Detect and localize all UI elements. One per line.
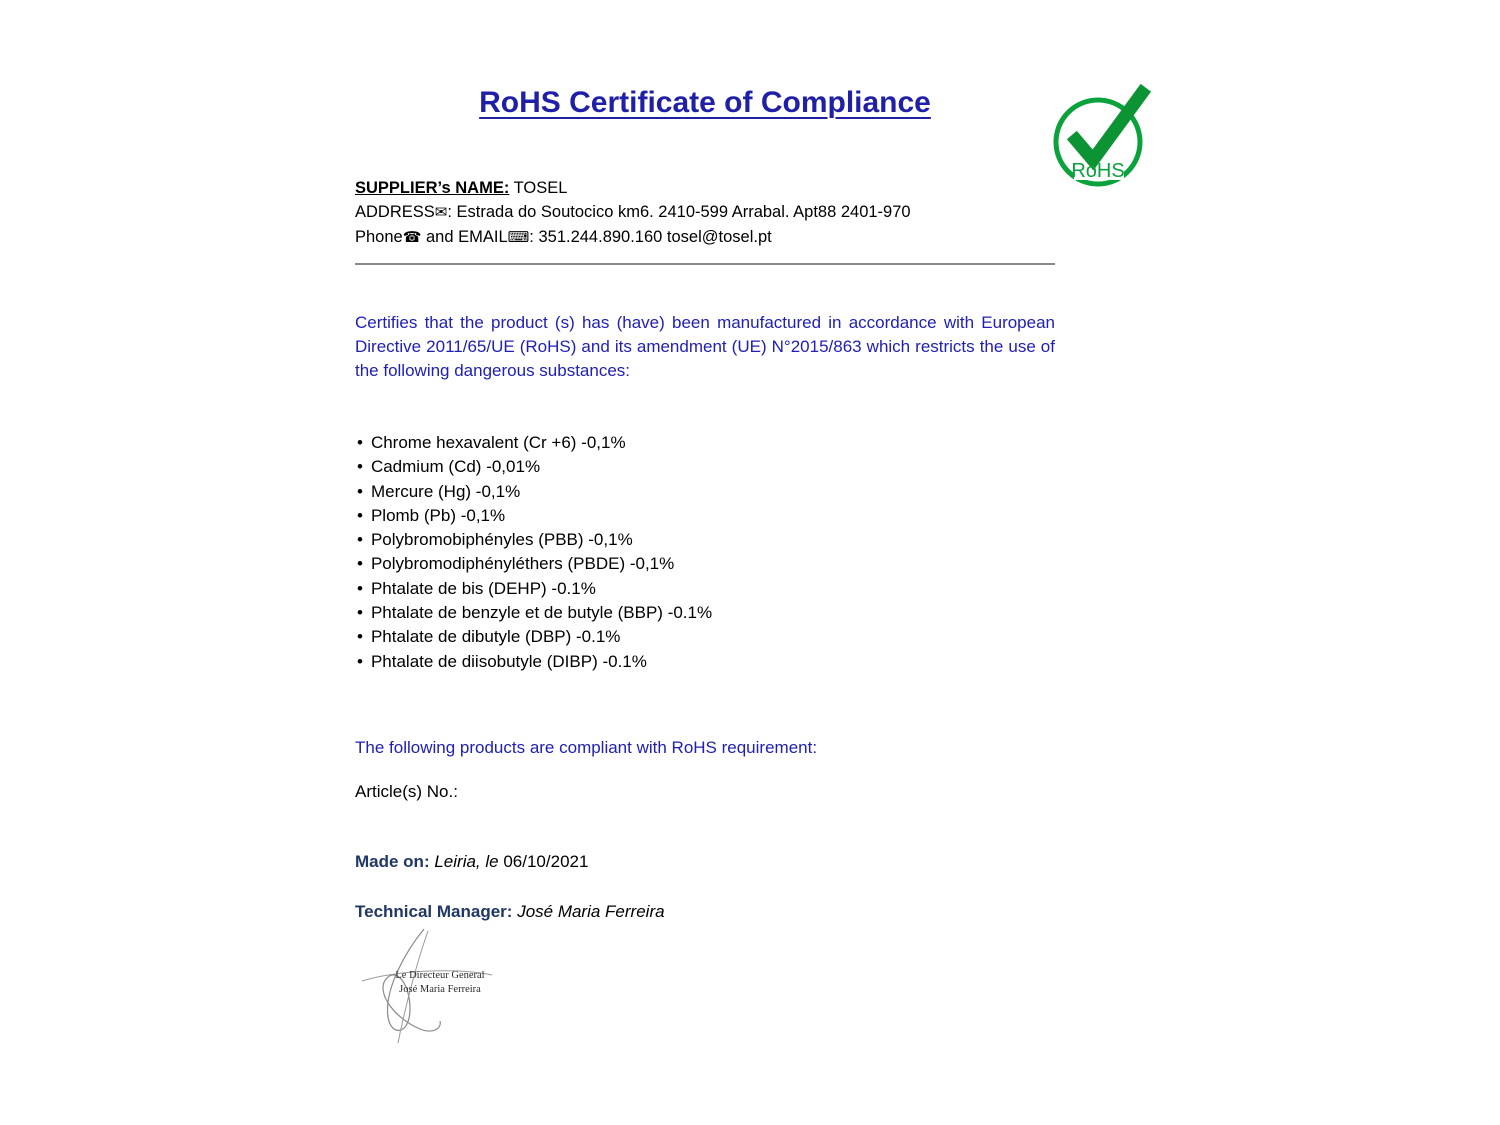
substance-item: • Phtalate de dibutyle (DBP) -0.1% bbox=[357, 625, 1055, 649]
compliance-statement: The following products are compliant with RoHS requirement: bbox=[355, 737, 818, 757]
supplier-address-line bbox=[355, 200, 1055, 225]
phone-icon: ☎ bbox=[402, 229, 422, 246]
supplier-name-value: TOSEL bbox=[513, 179, 568, 197]
rohs-logo-text: RoHS bbox=[1071, 160, 1125, 182]
signature-line2: José Maria Ferreira bbox=[399, 983, 481, 995]
signature-line1: Le Directeur General bbox=[395, 970, 485, 981]
supplier-block bbox=[355, 176, 1055, 250]
articles-label: Article(s) No.: bbox=[355, 781, 458, 801]
certification-paragraph: Certifies that the product (s) has (have) been manufactured in accordance with European Directive 2011/65/UE (RoHS) and its amendment (UE) N°2015/863 which restricts the use of the following dangerous substances: bbox=[355, 313, 1055, 380]
signature-text bbox=[380, 969, 500, 996]
rohs-checkmark-icon bbox=[1052, 80, 1152, 190]
address-label: ADDRESS bbox=[355, 203, 435, 221]
technical-manager-value: José Maria Ferreira bbox=[517, 901, 665, 921]
divider-line bbox=[355, 263, 1055, 265]
page-title: RoHS Certificate of Compliance bbox=[479, 86, 931, 119]
computer-icon: ⌨ bbox=[507, 229, 530, 246]
substance-item: • Phtalate de diisobutyle (DIBP) -0.1% bbox=[357, 650, 1055, 674]
made-on-label: Made on: bbox=[355, 851, 430, 871]
technical-manager-label: Technical Manager: bbox=[355, 901, 513, 921]
document-page bbox=[355, 85, 1055, 924]
supplier-contact-line bbox=[355, 225, 1055, 250]
made-on-place: Leiria, le bbox=[434, 851, 499, 871]
substances-list bbox=[355, 431, 1055, 674]
substance-item: • Plomb (Pb) -0,1% bbox=[357, 504, 1055, 528]
substance-item: • Mercure (Hg) -0,1% bbox=[357, 480, 1055, 504]
substance-item: • Phtalate de bis (DEHP) -0.1% bbox=[357, 577, 1055, 601]
envelope-icon: ✉ bbox=[434, 204, 448, 221]
email-label: and EMAIL bbox=[426, 228, 508, 246]
substance-item: • Phtalate de benzyle et de butyle (BBP) -0.1% bbox=[357, 601, 1055, 625]
rohs-logo bbox=[1052, 80, 1152, 190]
made-on-line bbox=[355, 850, 1055, 874]
technical-manager-line bbox=[355, 900, 1055, 924]
substance-item: • Chrome hexavalent (Cr +6) -0,1% bbox=[357, 431, 1055, 455]
substance-item: • Cadmium (Cd) -0,01% bbox=[357, 455, 1055, 479]
substance-item: • Polybromodiphényléthers (PBDE) -0,1% bbox=[357, 552, 1055, 576]
contact-value: : 351.244.890.160 tosel@tosel.pt bbox=[529, 228, 772, 246]
address-value: : Estrada do Soutocico km6. 2410-599 Arrabal. Apt88 2401-970 bbox=[447, 203, 911, 221]
signature-block bbox=[358, 925, 508, 1050]
substance-item: • Polybromobiphényles (PBB) -0,1% bbox=[357, 528, 1055, 552]
supplier-name-line bbox=[355, 176, 1055, 200]
phone-label: Phone bbox=[355, 228, 403, 246]
supplier-name-label: SUPPLIER’s NAME: bbox=[355, 179, 510, 197]
made-on-date: 06/10/2021 bbox=[503, 851, 589, 871]
